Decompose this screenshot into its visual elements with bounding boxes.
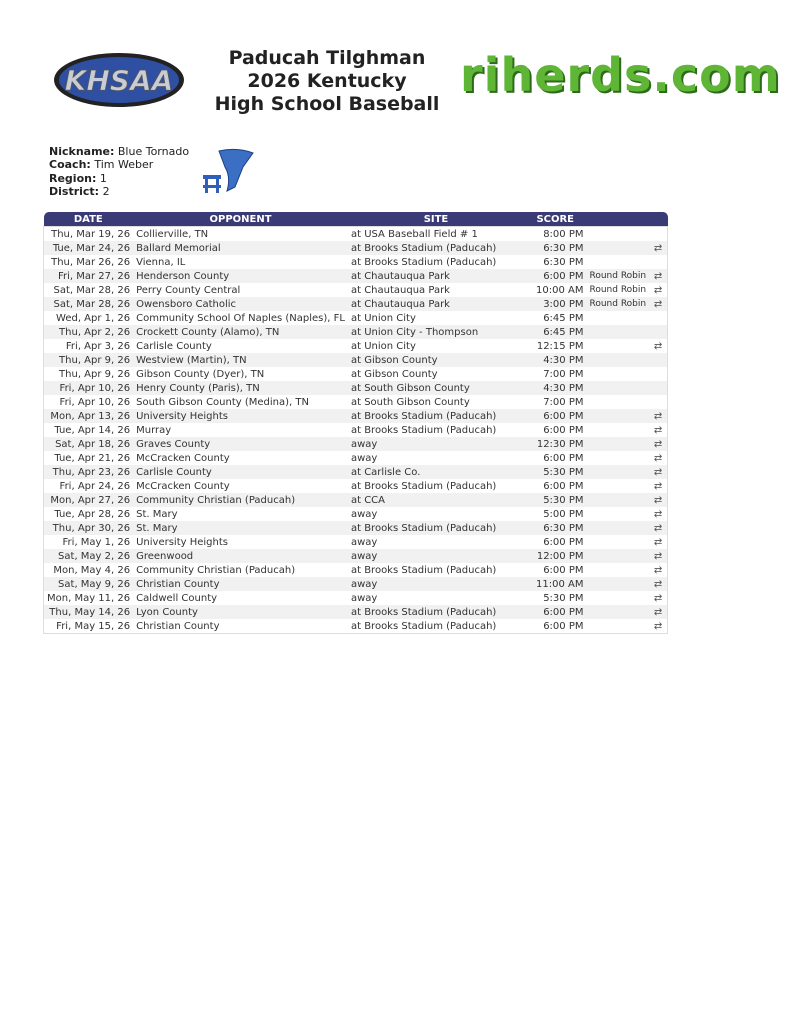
game-date: Thu, Apr 9, 26 [59,368,131,380]
site: at Brooks Stadium (Paducah) [350,564,497,576]
game-date: Fri, Apr 3, 26 [65,340,131,352]
region-value: 1 [99,171,107,185]
swap-icon [649,395,667,409]
swap-icon [649,227,667,242]
table-row [44,353,668,367]
header-site: SITE [423,213,449,225]
site: at South Gibson County [350,396,470,408]
table-row [44,381,668,395]
header-date: DATE [73,213,103,225]
opponent: Lyon County [136,606,198,618]
game-note [586,381,649,395]
swap-icon[interactable]: ⇄ [653,340,663,352]
site: at Brooks Stadium (Paducah) [350,410,497,422]
game-time: 12:30 PM [536,438,584,450]
opponent: Crockett County (Alamo), TN [136,326,280,338]
opponent: Caldwell County [136,592,218,604]
title-line: High School Baseball [214,93,440,115]
site: away [350,592,378,604]
table-row [44,241,668,255]
game-date: Sat, May 9, 26 [58,578,131,590]
page-title [200,47,454,116]
site: at South Gibson County [350,382,470,394]
header-score: SCORE [536,213,575,225]
game-note [586,255,649,269]
game-date: Tue, Apr 21, 26 [54,452,131,464]
game-date: Mon, May 4, 26 [53,564,131,576]
site: at Union City [350,340,416,352]
game-date: Fri, Apr 24, 26 [59,480,131,492]
game-time: 5:30 PM [543,466,584,478]
khsaa-logo [53,52,187,110]
swap-icon[interactable]: ⇄ [653,522,663,534]
game-note [586,339,649,353]
table-row [44,423,668,437]
swap-icon[interactable]: ⇄ [653,242,663,254]
game-time: 6:00 PM [543,452,584,464]
game-date: Thu, Mar 26, 26 [51,256,131,268]
site: away [350,438,378,450]
opponent: Owensboro Catholic [136,298,237,310]
swap-icon [649,381,667,395]
game-note [586,465,649,479]
game-date: Tue, Mar 24, 26 [52,242,131,254]
game-time: 6:00 PM [543,564,584,576]
game-time: 6:00 PM [543,410,584,422]
site: at Brooks Stadium (Paducah) [350,522,497,534]
swap-icon[interactable]: ⇄ [653,494,663,506]
opponent: Gibson County (Dyer), TN [136,368,265,380]
game-note [586,451,649,465]
game-note: Round Robin [589,299,647,309]
opponent: South Gibson County (Medina), TN [136,396,309,408]
swap-icon[interactable]: ⇄ [653,620,663,632]
table-row [44,563,668,577]
site: at Brooks Stadium (Paducah) [350,480,497,492]
game-note [586,227,649,242]
game-time: 11:00 AM [536,578,584,590]
table-row [44,255,668,269]
game-date: Thu, May 14, 26 [49,606,131,618]
swap-icon[interactable]: ⇄ [653,424,663,436]
game-date: Thu, Apr 9, 26 [59,354,131,366]
game-time: 12:15 PM [536,340,584,352]
game-note [586,367,649,381]
game-time: 5:30 PM [543,592,584,604]
coach-value: Tim Weber [94,158,154,172]
opponent: University Heights [136,536,228,548]
site: away [350,578,378,590]
title-line: 2026 Kentucky [247,70,407,92]
game-time: 6:00 PM [543,536,584,548]
swap-icon[interactable]: ⇄ [653,480,663,492]
game-time: 6:00 PM [543,424,584,436]
game-date: Mon, Apr 13, 26 [50,410,131,422]
game-note [586,311,649,325]
table-row [44,409,668,423]
table-row [44,437,668,451]
svg-text:KHSAA: KHSAA [64,64,174,97]
swap-icon[interactable]: ⇄ [653,270,663,282]
opponent: Graves County [136,438,211,450]
game-time: 5:30 PM [543,494,584,506]
game-date: Wed, Apr 1, 26 [56,312,131,324]
site: at Gibson County [350,368,438,380]
game-time: 7:00 PM [543,368,584,380]
opponent: Community Christian (Paducah) [136,564,296,576]
game-time: 6:45 PM [543,326,584,338]
swap-icon[interactable]: ⇄ [653,410,663,422]
game-time: 10:00 AM [536,284,584,296]
game-date: Fri, Mar 27, 26 [57,270,131,282]
table-row [44,591,668,605]
table-row [44,577,668,591]
opponent: St. Mary [136,522,178,534]
table-row [44,535,668,549]
site: at Chautauqua Park [350,270,450,282]
game-note [586,493,649,507]
swap-icon[interactable]: ⇄ [653,438,663,450]
site: at Chautauqua Park [350,284,450,296]
swap-icon [649,367,667,381]
table-row [44,227,668,242]
game-note [586,591,649,605]
table-row [44,507,668,521]
table-header [44,212,668,227]
game-note [586,409,649,423]
game-date: Thu, Apr 2, 26 [59,326,131,338]
game-time: 6:30 PM [543,522,584,534]
swap-icon[interactable]: ⇄ [653,564,663,576]
opponent: Henderson County [136,270,230,282]
game-date: Sat, Apr 18, 26 [55,438,131,450]
opponent: Carlisle County [136,466,212,478]
game-time: 4:30 PM [543,354,584,366]
site: away [350,452,378,464]
game-time: 6:45 PM [543,312,584,324]
swap-icon[interactable]: ⇄ [653,466,663,478]
district-label: District: [49,184,100,198]
game-time: 6:30 PM [543,256,584,268]
site: away [350,550,378,562]
game-note: Round Robin [589,285,647,295]
game-date: Tue, Apr 14, 26 [54,424,131,436]
header-opponent: OPPONENT [209,213,272,225]
region-label: Region: [49,171,97,185]
game-note: Round Robin [589,271,647,281]
game-note [586,577,649,591]
table-row [44,311,668,325]
game-time: 3:00 PM [543,298,584,310]
game-note [586,325,649,339]
swap-icon[interactable]: ⇄ [653,606,663,618]
swap-icon[interactable]: ⇄ [653,284,663,296]
game-note [586,605,649,619]
site: at Brooks Stadium (Paducah) [350,424,497,436]
table-row [44,339,668,353]
site: at Union City - Thompson [350,326,479,338]
game-note [586,241,649,255]
opponent: Greenwood [136,550,194,562]
table-row [44,395,668,409]
game-note [586,507,649,521]
table-row [44,283,668,297]
game-date: Sat, Mar 28, 26 [53,298,131,310]
game-note [586,563,649,577]
table-row [44,521,668,535]
game-time: 6:00 PM [543,480,584,492]
opponent: Henry County (Paris), TN [136,382,260,394]
game-time: 6:00 PM [543,270,584,282]
game-date: Thu, Mar 19, 26 [51,228,131,240]
table-row [44,269,668,283]
schedule-table [43,212,668,634]
swap-icon [649,255,667,269]
site: away [350,536,378,548]
swap-icon[interactable]: ⇄ [653,550,663,562]
opponent: Westview (Martin), TN [136,354,247,366]
opponent: Community School Of Naples (Naples), FL [136,312,345,324]
game-note [586,535,649,549]
game-note [586,619,649,634]
game-note [586,437,649,451]
opponent: Murray [136,424,172,436]
table-row [44,619,668,634]
game-note [586,521,649,535]
game-date: Fri, Apr 10, 26 [59,382,131,394]
swap-icon[interactable]: ⇄ [653,298,663,310]
nickname-value: Blue Tornado [117,145,190,158]
swap-icon[interactable]: ⇄ [653,452,663,464]
game-date: Tue, Apr 28, 26 [54,508,131,520]
nickname-label: Nickname: [49,145,115,158]
table-row [44,605,668,619]
opponent: Christian County [136,578,220,590]
opponent: McCracken County [136,452,230,464]
game-note [586,479,649,493]
site: away [350,508,378,520]
site: at Brooks Stadium (Paducah) [350,606,497,618]
game-time: 8:00 PM [543,228,584,240]
site: at USA Baseball Field # 1 [350,228,478,240]
table-row [44,549,668,563]
game-time: 6:00 PM [543,606,584,618]
site: at Chautauqua Park [350,298,450,310]
site: at Gibson County [350,354,438,366]
coach-label: Coach: [49,158,91,172]
game-date: Mon, Apr 27, 26 [50,494,131,506]
table-row [44,465,668,479]
table-row [44,325,668,339]
site: at Union City [350,312,416,324]
riherds-logo: riherds.com [460,48,781,102]
game-time: 6:30 PM [543,242,584,254]
swap-icon[interactable]: ⇄ [653,508,663,520]
game-date: Fri, May 1, 26 [62,536,131,548]
table-row [44,297,668,311]
game-note [586,395,649,409]
site: at Brooks Stadium (Paducah) [350,242,497,254]
opponent: Collierville, TN [136,228,209,240]
swap-icon [649,353,667,367]
game-time: 7:00 PM [543,396,584,408]
game-note [586,549,649,563]
opponent: St. Mary [136,508,178,520]
team-info [49,145,189,198]
game-date: Thu, Apr 23, 26 [52,466,131,478]
table-row [44,479,668,493]
game-date: Sat, Mar 28, 26 [53,284,131,296]
game-time: 12:00 PM [536,550,584,562]
swap-icon[interactable]: ⇄ [653,578,663,590]
game-time: 4:30 PM [543,382,584,394]
opponent: University Heights [136,410,228,422]
district-value: 2 [102,184,110,198]
swap-icon[interactable]: ⇄ [653,592,663,604]
opponent: McCracken County [136,480,230,492]
game-date: Sat, May 2, 26 [58,550,131,562]
table-row [44,451,668,465]
opponent: Vienna, IL [136,256,186,268]
swap-icon[interactable]: ⇄ [653,536,663,548]
game-date: Fri, Apr 10, 26 [59,396,131,408]
swap-icon [649,311,667,325]
table-row [44,493,668,507]
title-line: Paducah Tilghman [228,47,426,69]
tornado-mascot-logo [197,147,257,199]
game-date: Fri, May 15, 26 [56,620,131,632]
opponent: Christian County [136,620,220,632]
site: at CCA [350,494,386,506]
game-note [586,423,649,437]
game-note [586,353,649,367]
site: at Carlisle Co. [350,466,421,478]
site: at Brooks Stadium (Paducah) [350,256,497,268]
swap-icon [649,325,667,339]
opponent: Community Christian (Paducah) [136,494,296,506]
opponent: Ballard Memorial [136,242,221,254]
game-time: 5:00 PM [543,508,584,520]
site: at Brooks Stadium (Paducah) [350,620,497,632]
table-row [44,367,668,381]
opponent: Perry County Central [136,284,241,296]
game-date: Mon, May 11, 26 [47,592,131,604]
game-time: 6:00 PM [543,620,584,632]
opponent: Carlisle County [136,340,212,352]
game-date: Thu, Apr 30, 26 [52,522,131,534]
